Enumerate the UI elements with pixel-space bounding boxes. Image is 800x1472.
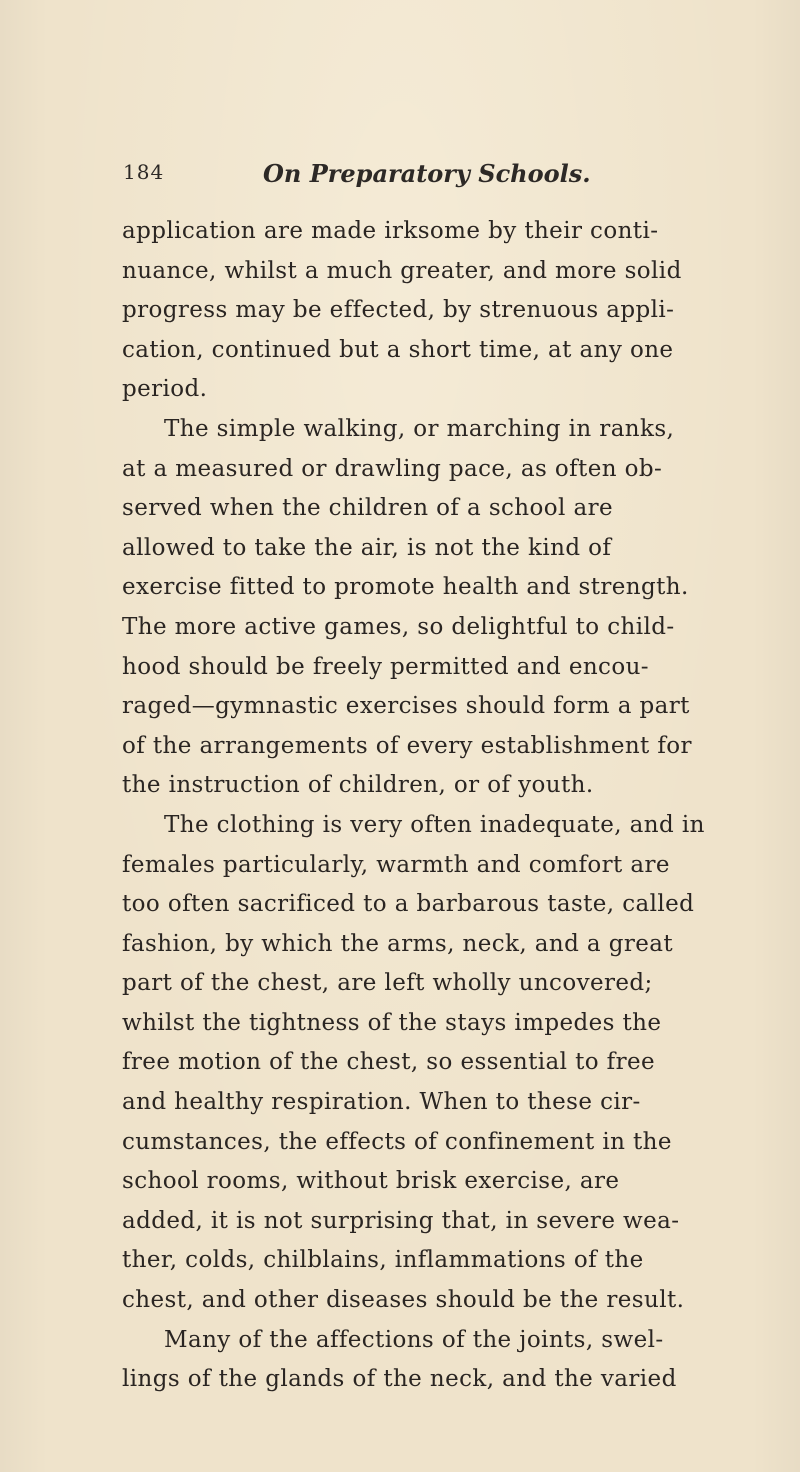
running-title: On Preparatory Schools. bbox=[263, 159, 591, 188]
text-line: nuance, whilst a much greater, and more solid bbox=[122, 257, 682, 284]
text-line: The simple walking, or marching in ranks, bbox=[164, 415, 675, 442]
text-line: part of the chest, are left wholly uncovered; bbox=[122, 970, 653, 997]
body-text bbox=[122, 212, 742, 1400]
text-line: application are made irksome by their conti- bbox=[122, 218, 659, 244]
text-line: hood should be freely permitted and encou- bbox=[122, 653, 649, 680]
text-line: free motion of the chest, so essential to free bbox=[122, 1049, 656, 1076]
text-line: The clothing is very often inadequate, and in bbox=[164, 811, 705, 838]
page-header bbox=[123, 160, 683, 190]
text-line: too often sacrificed to a barbarous taste, called bbox=[122, 891, 695, 918]
text-line: allowed to take the air, is not the kind of bbox=[122, 534, 612, 561]
text-line: school rooms, without brisk exercise, are bbox=[122, 1168, 620, 1195]
text-line: period. bbox=[122, 376, 208, 403]
text-line: of the arrangements of every establishment for bbox=[122, 732, 692, 759]
text-line: Many of the affections of the joints, swel- bbox=[164, 1326, 664, 1353]
text-line: at a measured or drawling pace, as often ob- bbox=[122, 455, 663, 482]
text-line: whilst the tightness of the stays impedes the bbox=[122, 1009, 662, 1036]
text-line: lings of the glands of the neck, and the varied bbox=[122, 1366, 677, 1393]
text-line: ther, colds, chilblains, inflammations of the bbox=[122, 1247, 644, 1274]
text-line: cation, continued but a short time, at any one bbox=[122, 336, 674, 363]
text-line: cumstances, the effects of confinement in the bbox=[122, 1128, 672, 1155]
text-line: females particularly, warmth and comfort are bbox=[122, 851, 670, 878]
text-line: and healthy respiration. When to these cir- bbox=[122, 1089, 641, 1116]
text-line: exercise fitted to promote health and strength. bbox=[122, 574, 689, 601]
text-line: progress may be effected, by strenuous appli- bbox=[122, 297, 675, 324]
text-line: added, it is not surprising that, in severe wea- bbox=[122, 1207, 680, 1234]
text-line: fashion, by which the arms, neck, and a great bbox=[122, 930, 674, 957]
text-line: the instruction of children, or of youth. bbox=[122, 772, 594, 799]
text-line: raged—gymnastic exercises should form a part bbox=[122, 693, 690, 720]
text-line: served when the children of a school are bbox=[122, 495, 613, 522]
page-number: 184 bbox=[123, 160, 165, 184]
text-line: chest, and other diseases should be the result. bbox=[122, 1287, 685, 1314]
text-line: The more active games, so delightful to child- bbox=[122, 613, 675, 640]
